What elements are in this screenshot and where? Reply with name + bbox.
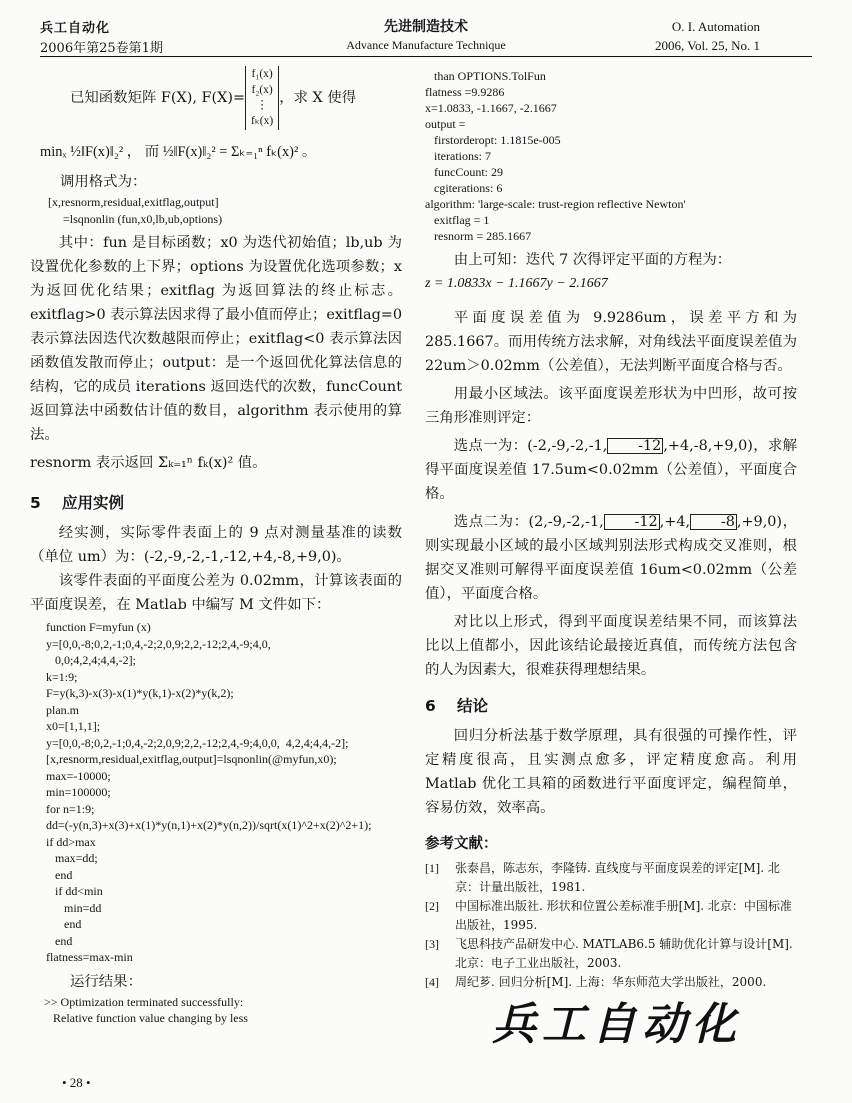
- conclusion-paragraph: 回归分析法基于数学原理，具有很强的可操作性，评定精度很高，且实测点愈多，评定精度愈高。利用 Matlab 优化工具箱的函数进行平面度评定，编程简单，容易仿效，效率高。: [425, 728, 797, 816]
- point-value: -2: [532, 438, 547, 454]
- section-5-heading: [30, 491, 402, 513]
- journal-name: 兵工自动化: [40, 21, 111, 36]
- references-heading: 参考文献：: [425, 836, 498, 852]
- header-rule: [40, 56, 812, 57]
- column-title-english: Advance Manufacture Technique: [346, 38, 506, 52]
- reference-item: [2] 中国标准出版社. 形状和位置公差标准手册[M]. 北京：中国标准出版社，1995.: [425, 899, 792, 932]
- function-matrix: [245, 66, 279, 130]
- min-formula: minₓ ½‖F(x)‖₂² ， 而 ½‖F(x)‖₂² = Σₖ₌₁ⁿ fₖ(x)² 。: [40, 144, 317, 160]
- section-number: 5: [30, 494, 41, 512]
- point-value: -9: [551, 438, 566, 454]
- matrix-statement: [70, 66, 402, 130]
- param-explanation: 其中：fun 是目标函数；x0 为迭代初始值；lb,ub 为设置优化参数的上下界；options 为设置优化选项参数；x 为返回优化结果；exitflag 为返回算法的终止标志。exitflag>0 表示算法因求得了最小值而停止；exitflag=0 表示算法因迭代次数越限而停止；exitflag<0 表示算法因函数值发散而停止；output：是一个返回优化算法信息的结构，它的成员 iterations 返回迭代的次数，funcCount 返回算法中函数估计值的数目，algorithm 表示使用的算法。: [30, 235, 402, 443]
- matrix-row: f₂(x): [251, 83, 273, 96]
- comparison-paragraph: 对比以上形式，得到平面度误差结果不同，而该算法比以上值都小，因此该结论最接近真值，而传统方法包含的人为因素大，很难获得理想结果。: [425, 614, 797, 678]
- matrix-intro: 已知函数矩阵 F(X), F(X)=: [70, 90, 246, 106]
- point-value: -8: [693, 438, 708, 454]
- point-choice-2: 选点二为：(2,-9,-2,-1, -12 ,+4, -8 ,+9,0)，则实现最小区域的最小区域判别法形式构成交叉准则，根据交叉准则可解得平面度误差值 16um<0.02mm（公差值），平面度合格。: [425, 514, 797, 602]
- measurement-paragraph: 经实测，实际零件表面上的 9 点对测量基准的读数（单位 um）为：(-2,-9,-2,-1,-12,+4,-8,+9,0)。: [30, 525, 402, 565]
- right-column: [425, 60, 797, 992]
- journal-name-english: O. I. Automation: [671, 19, 760, 34]
- reference-list: [425, 859, 797, 992]
- boxed-point-value: -8: [690, 514, 737, 530]
- point-choice-1: 选点一为：(-2,-9,-2,-1, -12 ,+4,-8,+9,0)，求解得平面度误差值 17.5um<0.02mm（公差值），平面度合格。: [425, 438, 797, 502]
- result-paragraph: 平面度误差值为 9.9286um，误差平方和为 285.1667。而用传统方法求解，对角线法平面度误差值为 22um＞0.02mm（公差值），无法判断平面度合格与否。: [425, 310, 797, 374]
- call-format-code: [x,resnorm,residual,exitflag,output] =lsqnonlin (fun,x0,lb,ub,options): [48, 195, 223, 226]
- plane-equation: z = 1.0833x − 1.1667y − 2.1667: [425, 276, 608, 291]
- section-number: 6: [425, 697, 436, 715]
- call-format-label: 调用格式为：: [60, 174, 147, 190]
- matrix-row: ⋮: [256, 99, 268, 111]
- matrix-row: f₁(x): [251, 68, 273, 80]
- section-title: 应用实例: [62, 494, 125, 512]
- journal-calligraphy-logo: [477, 992, 757, 1052]
- point-value: -2: [566, 514, 581, 530]
- boxed-point-value: -12: [607, 438, 663, 454]
- section-title: 结论: [457, 697, 489, 715]
- point-value: -1: [588, 438, 603, 454]
- calligraphy-text: 兵工自动化: [492, 999, 742, 1050]
- point-value: +4: [667, 438, 690, 454]
- section-6-heading: [425, 694, 797, 716]
- reference-item: [4] 周纪芗. 回归分析[M]. 上海：华东师范大学出版社，2000.: [425, 975, 767, 989]
- matrix-intro-end: ，求 X 使得: [279, 90, 357, 106]
- point-value: +9: [741, 514, 763, 530]
- tolerance-paragraph: 该零件表面的平面度公差为 0.02mm，计算该表面的平面度误差，在 Matlab 中编写 M 文件如下：: [30, 573, 402, 613]
- boxed-point-value: -12: [604, 514, 660, 530]
- issue-info-english: 2006, Vol. 25, No. 1: [655, 38, 760, 53]
- point-value: 0: [738, 438, 748, 454]
- reference-item: [1] 张泰昌，陈志东，李隆铸. 直线度与平面度误差的评定[M]. 北京：计量出版社，1981.: [425, 861, 780, 894]
- column-title: 先进制造技术: [384, 19, 468, 35]
- left-column: [30, 60, 402, 1026]
- issue-info: 2006年第25卷第1期: [40, 41, 163, 56]
- optimization-output: >> Optimization terminated successfully: Relative function value changing by less: [44, 994, 248, 1025]
- point-value: 0: [767, 514, 777, 530]
- resnorm-line: resnorm 表示返回 Σₖ₌₁ⁿ fₖ(x)² 值。: [30, 455, 267, 471]
- point-value: +9: [712, 438, 734, 454]
- point-value: +4: [664, 514, 686, 530]
- plane-intro: 由上可知：迭代 7 次得评定平面的方程为：: [453, 252, 732, 268]
- point-value: -2: [570, 438, 585, 454]
- point-value: 2: [534, 514, 544, 530]
- optimization-output-continued: than OPTIONS.TolFun flatness =9.9286 x=1.0833, -1.1667, -2.1667 output = firstorderopt: 1.1815e-005 iterations: 7 funcCount: 29 cgiterations: 6 algorithm: 'large-scale: trust-region reflective Newton' exitflag = 1 resnorm = 285.1667: [425, 69, 686, 243]
- page-header: [0, 0, 852, 58]
- matlab-code: function F=myfun (x) y=[0,0,-8;0,2,-1;0,4,-2;2,0,9;2,2,-12;2,4,-9;4,0, 0,0;4,2,4;4,4,-2]; k=1:9; F=y(k,3)-x(3)-x(1)*y(k,1)-x(2)*y(k,2); plan.m x0=[1,1,1]; y=[0,0,-8;0,2,-1;0,4,-2;2,0,9;2,2,-12;2,4,-9;4,0,0, 4,2,4;4,4,-2]; [x,resnorm,residual,exitflag,output]=lsqnonlin(@myfun,x0); max=-10000; min=100000; for n=1:9; dd=(-y(n,3)+x(3)+x(1)*y(n,1)+x(2)*y(n,2))/sqrt(x(1)^2+x(2)^2+1); if dd>max max=dd; end if dd<min min=dd end end flatness=max-min: [46, 620, 372, 964]
- run-result-label: 运行结果：: [70, 973, 142, 990]
- reference-item: [3] 飞思科技产品研发中心. MATLAB6.5 辅助优化计算与设计[M]. 北京：电子工业出版社，2003.: [425, 937, 793, 970]
- min-zone-paragraph: 用最小区域法。该平面度误差形状为中凹形，故可按三角形准则评定：: [425, 386, 797, 426]
- matrix-row: fₖ(x): [251, 114, 274, 127]
- point-value: -9: [547, 514, 562, 530]
- page-number: • 28 •: [62, 1075, 91, 1090]
- point-value: -1: [585, 514, 600, 530]
